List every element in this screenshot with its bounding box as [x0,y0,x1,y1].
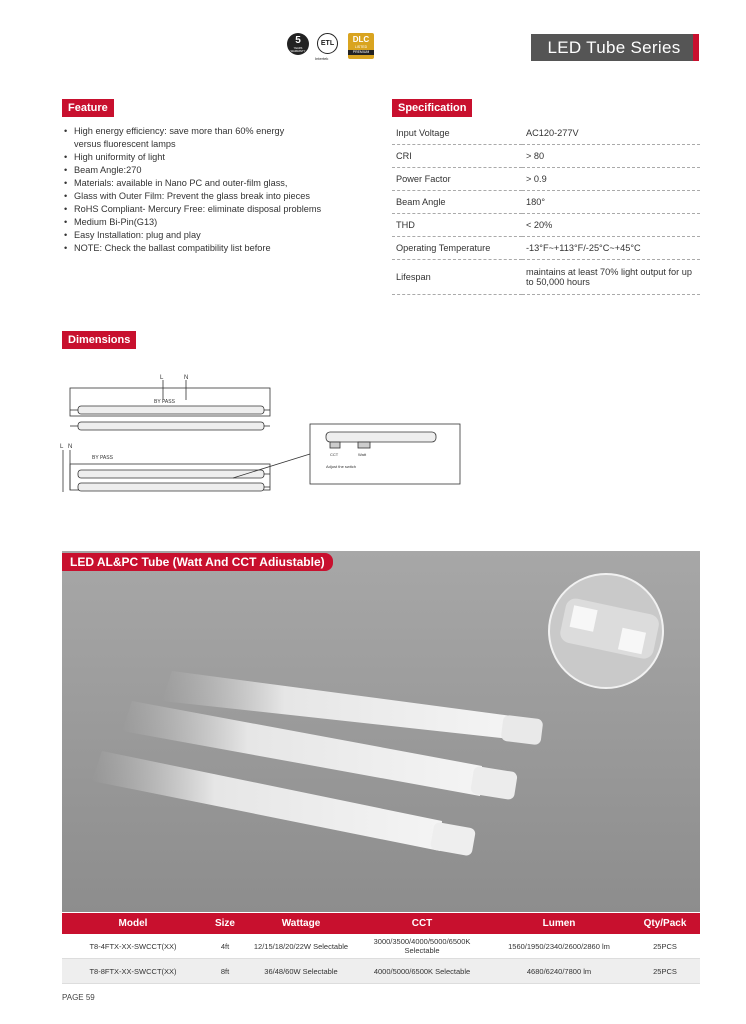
spec-key: CRI [392,145,522,168]
product-photo [62,551,700,912]
series-title: LED Tube Series [531,34,697,61]
cell-model: T8-8FTX-XX-SWCCT(XX) [62,959,204,984]
spec-value: 180° [522,191,700,214]
dlc-cert-logo [348,33,374,59]
col-qty: Qty/Pack [630,913,700,934]
feature-title: Feature [62,99,114,117]
feature-item: • Easy Installation: plug and play [62,229,362,242]
feature-list [62,125,362,255]
etl-cert-label: ETL [320,40,335,47]
warranty-number: 5 [295,35,301,46]
feature-item: • Medium Bi-Pin(G13) [62,216,362,229]
warranty-badge [287,33,309,55]
spec-key: Operating Temperature [392,237,522,260]
cell-wattage: 12/15/18/20/22W Selectable [246,934,356,959]
cell-model: T8-4FTX-XX-SWCCT(XX) [62,934,204,959]
diagram-l-label-bottom: L [60,444,64,450]
cell-qty: 25PCS [630,934,700,959]
table-row [62,934,700,959]
col-wattage: Wattage [246,913,356,934]
cell-size: 4ft [204,934,246,959]
wiring-diagram [58,370,468,505]
feature-item: • Beam Angle:270 [62,164,362,177]
spec-value: -13°F~+113°F/-25°C~+45°C [522,237,700,260]
spec-key: THD [392,214,522,237]
model-table [62,913,700,984]
diagram-l-label-top: L [160,375,164,381]
cell-qty: 25PCS [630,959,700,984]
feature-item: • High energy efficiency: save more than 60% energy [62,125,362,138]
etl-cert-logo [317,33,338,54]
diagram-bypass-bottom: BY PASS [92,455,113,461]
col-lumen: Lumen [488,913,630,934]
dlc-cert-sub2: PREMIUM [348,50,374,55]
col-cct: CCT [356,913,488,934]
cell-cct: 3000/3500/4000/5000/6500K Selectable [356,934,488,959]
spec-row [392,260,700,295]
warranty-text: YEARS WARRANTY [290,47,306,53]
spec-key: Lifespan [392,260,522,295]
col-size: Size [204,913,246,934]
diagram-adjust-label: Adjust the switch [326,464,357,469]
spec-row [392,145,700,168]
led-tubes-illustration [62,551,700,912]
cell-lumen: 1560/1950/2340/2600/2860 lm [488,934,630,959]
dimensions-title: Dimensions [62,331,136,349]
intertek-label: Intertek [315,56,329,61]
table-row [62,959,700,984]
product-title: LED AL&PC Tube (Watt And CCT Adiustable) [62,553,333,571]
cell-size: 8ft [204,959,246,984]
feature-item: • Materials: available in Nano PC and outer-film glass, [62,177,362,190]
diagram-n-label-top: N [184,375,189,381]
model-table-header [62,913,700,934]
series-title-accent [693,34,699,61]
cell-lumen: 4680/6240/7800 lm [488,959,630,984]
spec-row [392,237,700,260]
spec-value: > 80 [522,145,700,168]
dlc-cert-sub: LISTED [354,45,368,49]
specification-table [392,122,700,295]
page-number: PAGE 59 [62,993,95,1002]
spec-row [392,168,700,191]
diagram-n-label-bottom: N [68,444,73,450]
feature-item: • NOTE: Check the ballast compatibility list before [62,242,362,255]
spec-key: Input Voltage [392,122,522,145]
feature-item: versus fluorescent lamps [74,139,176,149]
spec-value: AC120-277V [522,122,700,145]
feature-item: • High uniformity of light [62,151,362,164]
cell-cct: 4000/5000/6500K Selectable [356,959,488,984]
spec-row [392,191,700,214]
dlc-cert-label: DLC [352,35,370,44]
diagram-bypass-top: BY PASS [154,399,175,405]
spec-value: maintains at least 70% light output for up to 50,000 hours [522,260,700,295]
spec-row [392,214,700,237]
spec-key: Beam Angle [392,191,522,214]
spec-row [392,122,700,145]
cell-wattage: 36/48/60W Selectable [246,959,356,984]
col-model: Model [62,913,204,934]
diagram-cct-label: CCT [330,452,339,457]
diagram-watt-label: Watt [358,452,367,457]
spec-value: < 20% [522,214,700,237]
spec-key: Power Factor [392,168,522,191]
spec-value: > 0.9 [522,168,700,191]
feature-item: • Glass with Outer Film: Prevent the glass break into pieces [62,190,362,203]
feature-item: • RoHS Compliant- Mercury Free: eliminate disposal problems [62,203,362,216]
specification-title: Specification [392,99,472,117]
